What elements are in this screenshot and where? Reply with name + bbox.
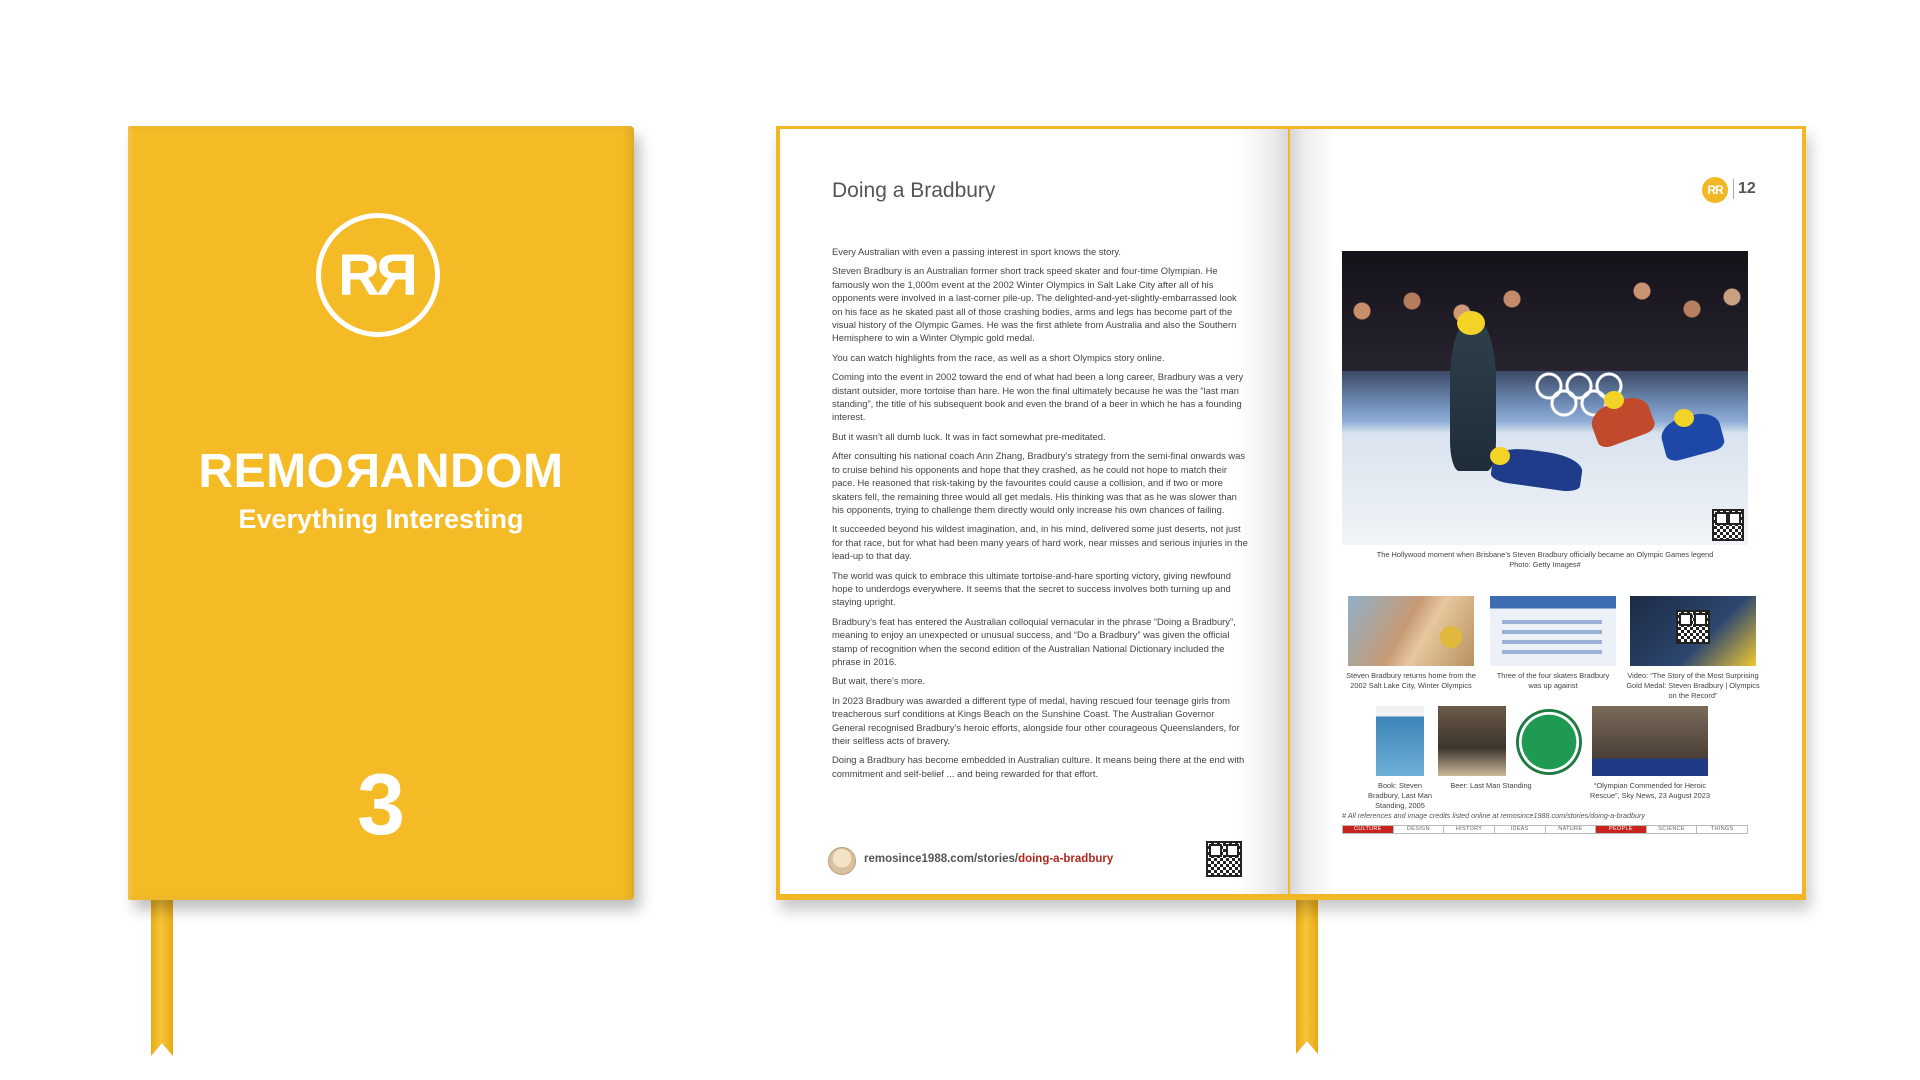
category-bar: [1342, 825, 1748, 834]
paragraph: Coming into the event in 2002 toward the end of what had been a long career, Bradbury was a very distant outsider, more tortoise than hare. He won the final ultimately because he was the “last man standing”, the title of his subsequent book and even the brand of a beer in which he has a founding interest.: [832, 371, 1244, 423]
last-man-standing-beer-logo-icon: [1516, 709, 1582, 775]
left-page: [780, 129, 1288, 894]
category-science: SCIENCE: [1647, 826, 1698, 833]
paragraph: Bradbury’s feat has entered the Australian colloquial vernacular in the phrase “Doing a Bradbury”, meaning to enjoy an unexpected or unusual success, and “Do a Bradbury” was given the official stamp of recognition when the second edition of the Australian National Dictionary included the phrase in 2016.: [832, 615, 1236, 667]
skater-helmet: [1457, 311, 1485, 335]
thumb-bradbury-home: [1348, 596, 1474, 666]
page-number-divider: [1733, 179, 1734, 199]
paragraph: You can watch highlights from the race, as well as a short Olympics story online.: [832, 351, 1165, 363]
caption-credit: Photo: Getty Images#: [1509, 560, 1581, 569]
category-ideas: IDEAS: [1495, 826, 1546, 833]
skater-figure: [1450, 321, 1496, 471]
skater-helmet: [1604, 391, 1624, 409]
right-page: [1290, 129, 1802, 894]
gold-medal-icon: [1440, 626, 1462, 648]
cover-bookmark-ribbon: [151, 896, 173, 1056]
story-url-link[interactable]: [864, 853, 1113, 865]
open-book-bookmark-ribbon: [1296, 894, 1318, 1054]
main-photo-caption: [1342, 550, 1748, 570]
paragraph: Doing a Bradbury has become embedded in Australian culture. It means being there at the end with commitment and self-belief ... and being rewarded for that effort.: [832, 754, 1245, 779]
category-history: HISTORY: [1444, 826, 1495, 833]
results-row: [1502, 640, 1602, 644]
thumb-sky-news: [1592, 706, 1708, 776]
thumb-beer: [1438, 706, 1506, 776]
category-design: DESIGN: [1394, 826, 1445, 833]
results-row: [1502, 620, 1602, 624]
open-book: [776, 126, 1806, 900]
category-people: PEOPLE: [1596, 826, 1647, 833]
thumb-caption: Video: “The Story of the Most Surprising Gold Medal: Steven Bradbury | Olympics on the Record”: [1626, 671, 1760, 700]
closed-book: [128, 126, 634, 900]
book-cover: [128, 126, 634, 900]
cover-title-end: ANDOM: [379, 445, 564, 498]
paragraph: Every Australian with even a passing interest in sport knows the story.: [832, 246, 1122, 257]
page-number: 12: [1738, 180, 1756, 197]
url-slug: doing-a-bradbury: [1018, 853, 1114, 865]
thumb-results-board: [1490, 596, 1616, 666]
paragraph: Steven Bradbury is an Australian former short track speed skater and four-time Olympian. He famously won the 1,000m event at the 2002 Winter Olympics in Salt Lake City after all of his opponents were involved in a last-corner pile-up. The delighted-and-yet-slightly-embarrassed look on his face as he skated past all of those crashing bodies, arms and legs has become part of the visual history of the Olympic Games. He was the first athlete from Australia and also the Southern Hemisphere to win a Winter Olympic gold medal.: [832, 265, 1237, 344]
paragraph: But it wasn’t all dumb luck. It was in fact somewhat pre-meditated.: [832, 430, 1106, 442]
results-row: [1502, 630, 1602, 634]
cover-title-mirrored-r: R: [344, 445, 380, 498]
story-url-row: [828, 843, 1258, 877]
logo-letter-r-mirrored: R: [378, 242, 418, 308]
paragraph: It succeeded beyond his wildest imagination, and, in his mind, delivered some just deserts, not just for that race, but for what had been many years of hard work, near misses and serious injuries in the lead-up to that day.: [832, 523, 1248, 562]
rr-badge-icon: RR: [1702, 177, 1728, 203]
mascot-logo-icon: [828, 847, 856, 875]
volume-number: 3: [357, 757, 405, 853]
thumb-caption: Three of the four skaters Bradbury was up against: [1496, 671, 1610, 690]
caption-line: The Hollywood moment when Brisbane’s Steven Bradbury officially became an Olympic Games legend: [1376, 550, 1714, 559]
category-nature: NATURE: [1546, 826, 1597, 833]
url-base: remosince1988.com/stories/: [864, 853, 1019, 865]
paragraph: After consulting his national coach Ann Zhang, Bradbury’s strategy from the semi-final onwards was to cruise behind his opponents and hope that they crashed, as he could not hope to match their pace. He reasoned that risk-taking by the favourites could cause a collision, and if two or more skaters fell, the remaining three would all get medals. His thinking was that as he was slower than his opponents, trying to challenge them directly would only increase his own chances of failing.: [832, 450, 1246, 515]
story-title: Doing a Bradbury: [832, 179, 996, 202]
video-qr-code-icon: [1676, 610, 1710, 644]
results-row: [1502, 650, 1602, 654]
video-qr-code-icon: [1712, 509, 1744, 541]
thumb-caption: “Olympian Commended for Heroic Rescue”, Sky News, 23 August 2023: [1590, 781, 1710, 800]
crowd-image: [1342, 251, 1748, 371]
thumb-video-olympics: [1630, 596, 1756, 666]
thumb-caption: Beer: Last Man Standing: [1450, 781, 1532, 790]
story-body: [832, 245, 1248, 786]
cover-title: [128, 444, 634, 499]
thumb-caption: Book: Steven Bradbury, Last Man Standing, 2005: [1368, 781, 1432, 810]
category-things: THINGS: [1710, 826, 1734, 832]
main-race-photo: [1342, 251, 1748, 545]
thumb-caption: Steven Bradbury returns home from the 2002 Salt Lake City, Winter Olympics: [1346, 671, 1476, 690]
qr-code-icon: [1206, 841, 1242, 877]
skater-helmet: [1674, 409, 1694, 427]
thumb-book-cover: [1376, 706, 1424, 776]
cover-title-start: REMO: [198, 445, 345, 498]
paragraph: But wait, there’s more.: [832, 675, 926, 687]
logo-letter-r: R: [338, 242, 378, 308]
rr-logo-icon: [316, 213, 440, 337]
references-note: # All references and image credits listed online at remosince1988.com/stories/doing-a-bradbury: [1342, 811, 1645, 820]
paragraph: In 2023 Bradbury was awarded a different type of medal, having rescued four teenage girls from treacherous surf conditions at Kings Beach on the Sunshine Coast. The Australian Governor General recognised Bradbury’s heroic efforts, alongside four other courageous Queenslanders, for their selfless acts of bravery.: [832, 694, 1240, 746]
cover-subtitle: Everything Interesting: [238, 504, 524, 534]
category-culture: CULTURE: [1343, 826, 1394, 833]
skater-helmet: [1490, 447, 1510, 465]
paragraph: The world was quick to embrace this ultimate tortoise-and-hare sporting victory, giving newfound hope to underdogs everywhere. It seems that the secret to success involves both turning up and staying upright.: [832, 569, 1231, 608]
